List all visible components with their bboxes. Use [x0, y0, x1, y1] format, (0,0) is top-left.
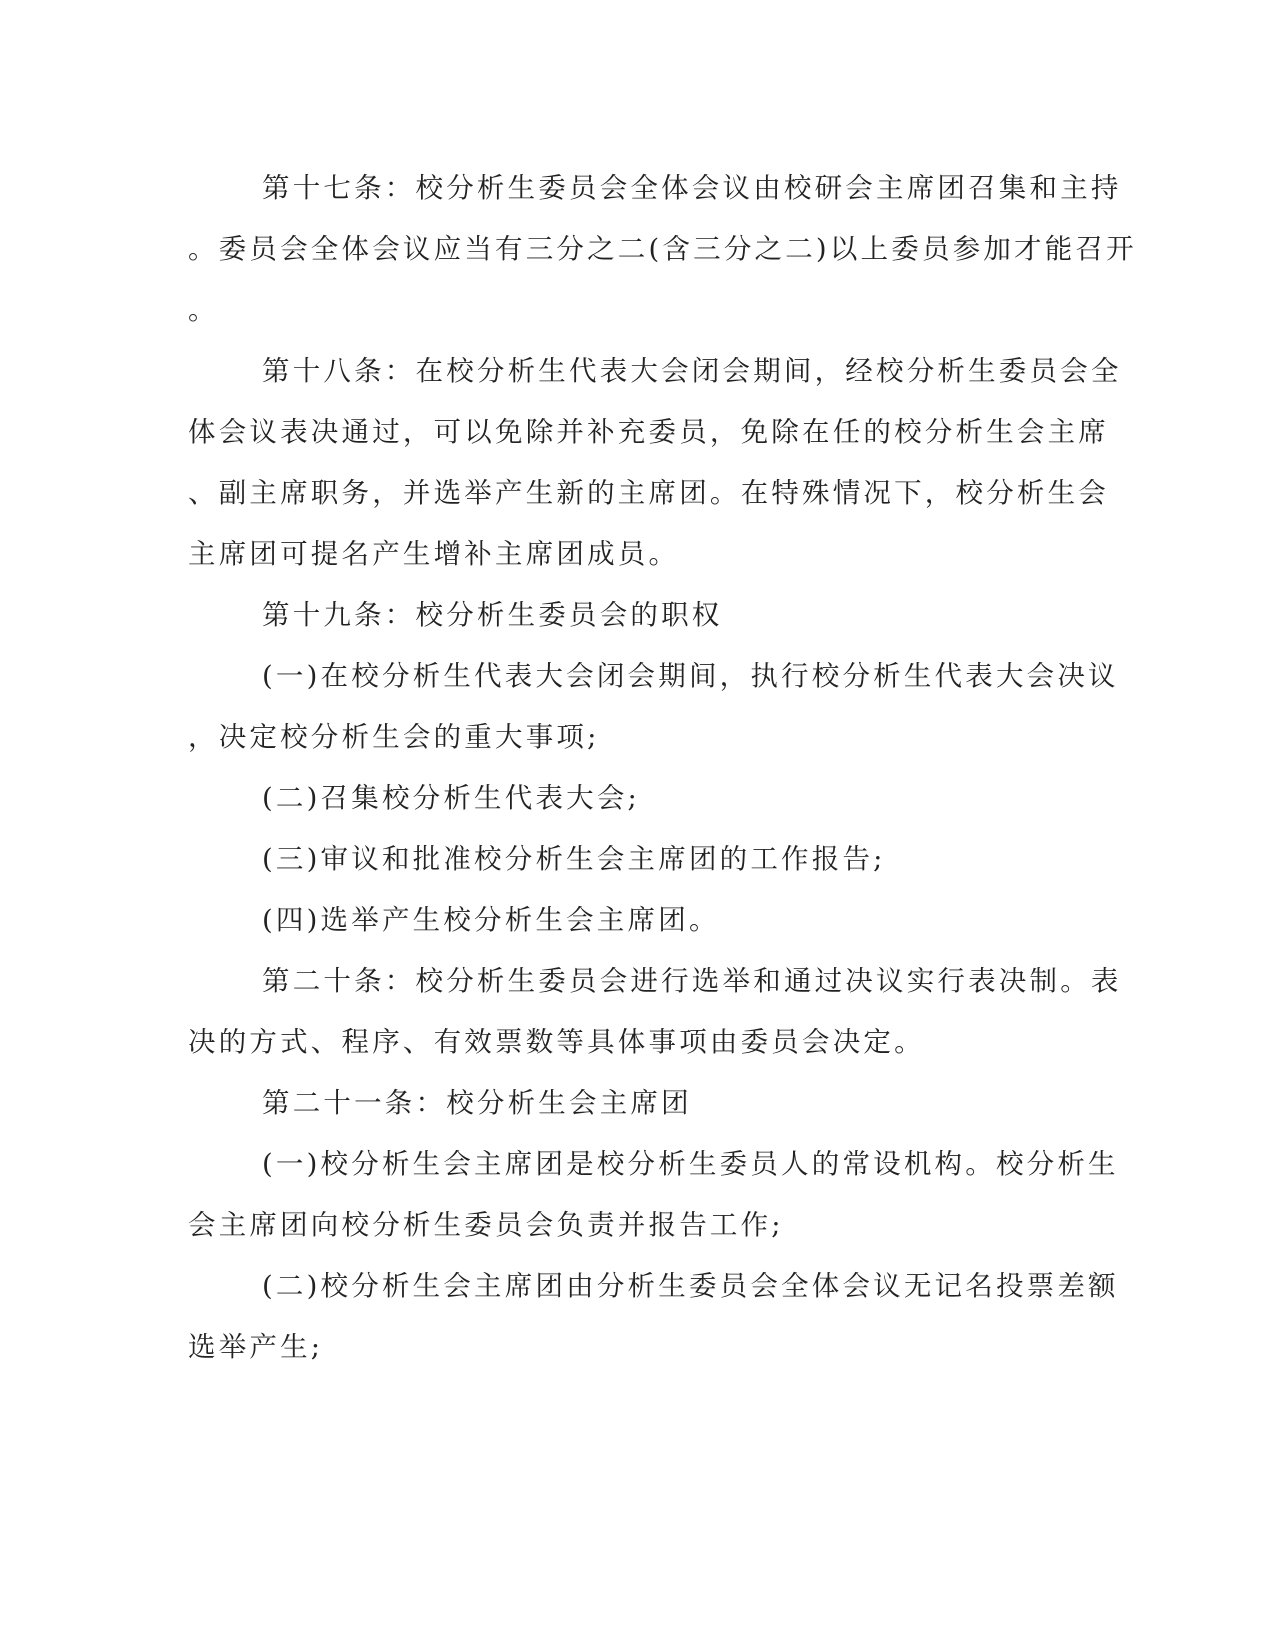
- text-line: 体会议表决通过，可以免除并补充委员，免除在任的校分析生会主席: [188, 416, 1109, 448]
- text-line: 第二十条：校分析生委员会进行选举和通过决议实行表决制。表: [262, 965, 1122, 997]
- text-line: 选举产生;: [188, 1331, 324, 1363]
- text-line: 第二十一条：校分析生会主席团: [262, 1087, 692, 1119]
- text-line: (四)选举产生校分析生会主席团。: [262, 904, 720, 936]
- document-body: [188, 158, 1137, 1378]
- text-line: 。委员会全体会议应当有三分之二(含三分之二)以上委员参加才能召开: [188, 233, 1137, 265]
- text-line: (一)在校分析生代表大会闭会期间，执行校分析生代表大会决议: [262, 660, 1119, 692]
- text-line: 主席团可提名产生增补主席团成员。: [188, 538, 680, 570]
- text-line: (二)召集校分析生代表大会;: [262, 782, 641, 814]
- text-line: (一)校分析生会主席团是校分析生委员人的常设机构。校分析生: [262, 1148, 1119, 1180]
- text-line: 会主席团向校分析生委员会负责并报告工作;: [188, 1209, 784, 1241]
- text-line: (二)校分析生会主席团由分析生委员会全体会议无记名投票差额: [262, 1270, 1119, 1302]
- text-line: (三)审议和批准校分析生会主席团的工作报告;: [262, 843, 886, 875]
- text-line: 、副主席职务，并选举产生新的主席团。在特殊情况下，校分析生会: [188, 477, 1109, 509]
- text-line: 第十九条：校分析生委员会的职权: [262, 599, 723, 631]
- text-line: 第十七条：校分析生委员会全体会议由校研会主席团召集和主持: [262, 172, 1122, 204]
- text-line: 决的方式、程序、有效票数等具体事项由委员会决定。: [188, 1026, 925, 1058]
- text-line: 第十八条：在校分析生代表大会闭会期间，经校分析生委员会全: [262, 355, 1122, 387]
- text-line: 。: [188, 294, 219, 326]
- text-line: ，决定校分析生会的重大事项;: [188, 721, 600, 753]
